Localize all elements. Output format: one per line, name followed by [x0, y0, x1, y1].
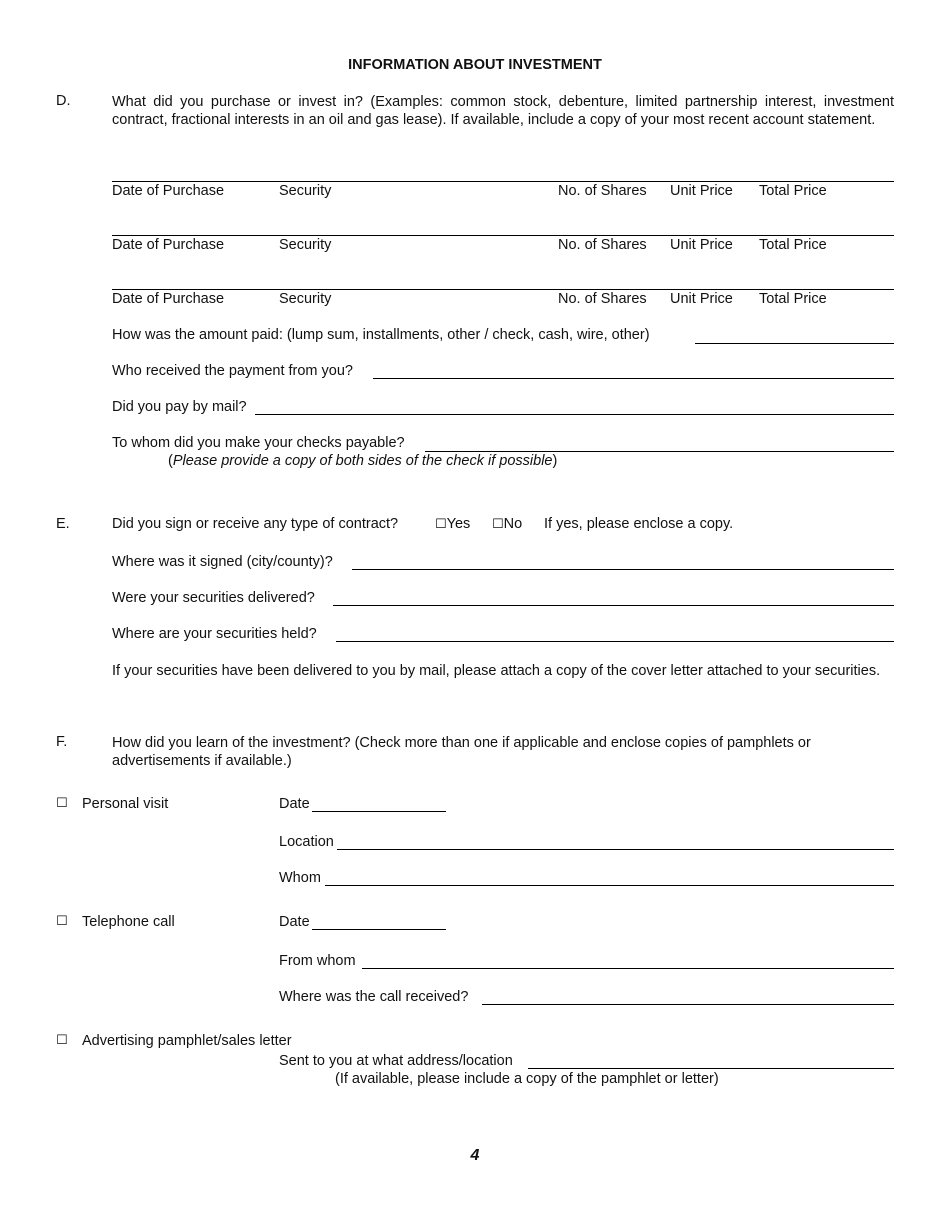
visit-whom-label: Whom	[279, 870, 321, 886]
page-title: INFORMATION ABOUT INVESTMENT	[348, 57, 602, 73]
pamphlet-note: (If available, please include a copy of the pamphlet or letter)	[335, 1071, 719, 1087]
no-of-shares-label: No. of Shares	[558, 291, 647, 307]
section-e-letter: E.	[56, 516, 70, 532]
checks-payable-label: To whom did you make your checks payable?	[112, 435, 405, 451]
where-signed-field[interactable]	[352, 569, 894, 570]
amount-paid-field[interactable]	[695, 343, 894, 344]
visit-date-label: Date	[279, 796, 310, 812]
date-of-purchase-label: Date of Purchase	[112, 291, 225, 307]
total-price-label: Total Price	[759, 237, 827, 253]
section-f-letter: F.	[56, 734, 68, 750]
purchase-line-3[interactable]	[112, 289, 894, 290]
security-label: Security	[279, 183, 332, 199]
unit-price-label: Unit Price	[670, 237, 733, 253]
sent-to-address-field[interactable]	[528, 1068, 894, 1069]
security-label: Security	[279, 237, 332, 253]
contract-if-yes: If yes, please enclose a copy.	[544, 516, 734, 532]
page-number: 4	[470, 1147, 480, 1164]
date-of-purchase-label: Date of Purchase	[112, 237, 225, 253]
date-of-purchase-label: Date of Purchase	[112, 183, 225, 199]
call-from-whom-field[interactable]	[362, 968, 894, 969]
who-received-field[interactable]	[373, 378, 894, 379]
call-date-label: Date	[279, 914, 310, 930]
personal-visit-label: Personal visit	[82, 796, 169, 812]
contract-no-option[interactable]: ☐No	[492, 516, 523, 532]
securities-held-field[interactable]	[336, 641, 894, 642]
call-from-whom-label: From whom	[279, 953, 356, 969]
advertising-label: Advertising pamphlet/sales letter	[82, 1033, 292, 1049]
visit-location-field[interactable]	[337, 849, 894, 850]
section-d-letter: D.	[56, 93, 71, 109]
checks-payable-field[interactable]	[425, 451, 894, 452]
securities-held-label: Where are your securities held?	[112, 626, 317, 642]
visit-date-field[interactable]	[312, 811, 446, 812]
contract-yes-option[interactable]: ☐Yes	[435, 516, 471, 532]
section-f-question: How did you learn of the investment? (Check more than one if applicable and enclose copies of pamphlets or advertisements if available.)	[112, 735, 811, 769]
visit-whom-field[interactable]	[325, 885, 894, 886]
checkbox-icon[interactable]: ☐	[492, 517, 504, 532]
call-received-where-label: Where was the call received?	[279, 989, 469, 1005]
purchase-line-2[interactable]	[112, 235, 894, 236]
pay-by-mail-label: Did you pay by mail?	[112, 399, 247, 415]
pay-by-mail-field[interactable]	[255, 414, 894, 415]
advertising-checkbox-icon[interactable]: ☐	[56, 1033, 68, 1048]
telephone-call-checkbox-icon[interactable]: ☐	[56, 914, 68, 929]
checkbox-icon[interactable]: ☐	[435, 517, 447, 532]
total-price-label: Total Price	[759, 183, 827, 199]
visit-location-label: Location	[279, 834, 334, 850]
where-signed-label: Where was it signed (city/county)?	[112, 554, 333, 570]
personal-visit-checkbox-icon[interactable]: ☐	[56, 796, 68, 811]
security-label: Security	[279, 291, 332, 307]
contract-question: Did you sign or receive any type of contract?	[112, 516, 399, 532]
who-received-label: Who received the payment from you?	[112, 363, 353, 379]
no-of-shares-label: No. of Shares	[558, 237, 647, 253]
unit-price-label: Unit Price	[670, 183, 733, 199]
amount-paid-label: How was the amount paid: (lump sum, installments, other / check, cash, wire, other)	[112, 327, 650, 343]
call-date-field[interactable]	[312, 929, 446, 930]
purchase-line-1[interactable]	[112, 181, 894, 182]
sent-to-address-label: Sent to you at what address/location	[279, 1053, 513, 1069]
checks-note: (Please provide a copy of both sides of the check if possible)	[168, 453, 558, 469]
total-price-label: Total Price	[759, 291, 827, 307]
mail-delivery-note: If your securities have been delivered to you by mail, please attach a copy of the cover letter attached to your securities.	[112, 663, 881, 679]
call-received-where-field[interactable]	[482, 1004, 894, 1005]
no-of-shares-label: No. of Shares	[558, 183, 647, 199]
section-d-question: What did you purchase or invest in? (Examples: common stock, debenture, limited partnership interest, investment contract, fractional interests in an oil and gas lease). If available, include a copy of your most recent account statement.	[112, 94, 894, 128]
telephone-call-label: Telephone call	[82, 914, 175, 930]
securities-delivered-label: Were your securities delivered?	[112, 590, 315, 606]
securities-delivered-field[interactable]	[333, 605, 894, 606]
unit-price-label: Unit Price	[670, 291, 733, 307]
